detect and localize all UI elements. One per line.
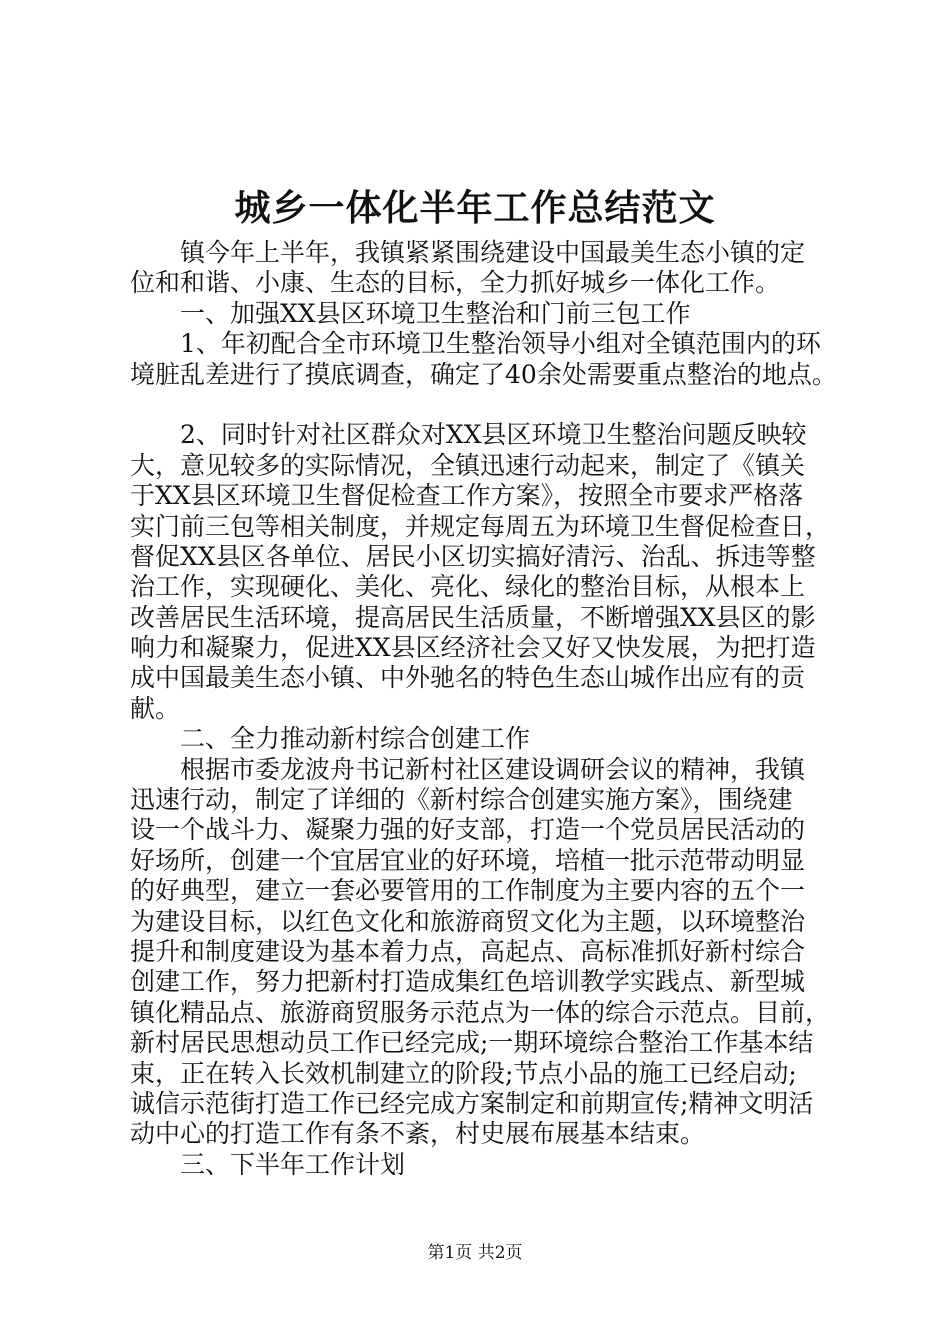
paragraph-line: 大，意见较多的实际情况，全镇迅速行动起来，制定了《镇关 <box>130 450 806 480</box>
document-body <box>130 238 850 1180</box>
paragraph-line: 根据市委龙波舟书记新村社区建设调研会议的精神，我镇 <box>180 754 806 784</box>
paragraph-line: 督促XX县区各单位、居民小区切实搞好清污、治乱、拆违等整 <box>130 541 816 571</box>
paragraph-line: 新村居民思想动员工作已经完成;一期环境综合整治工作基本结 <box>130 1028 814 1058</box>
paragraph-line: 2、同时针对社区群众对XX县区环境卫生整治问题反映较 <box>180 420 807 450</box>
paragraph-line: 为建设目标，以红色文化和旅游商贸文化为主题，以环境整治 <box>130 906 806 936</box>
paragraph-line: 的好典型，建立一套必要管用的工作制度为主要内容的五个一 <box>130 876 806 906</box>
paragraph-line: 于XX县区环境卫生督促检查工作方案》，按照全市要求严格落 <box>130 481 804 511</box>
paragraph-line: 创建工作，努力把新村打造成集红色培训教学实践点、新型城 <box>130 967 806 997</box>
paragraph-line: 献。 <box>130 693 181 723</box>
paragraph-line: 成中国最美生态小镇、中外驰名的特色生态山城作出应有的贡 <box>130 663 806 693</box>
paragraph-line: 实门前三包等相关制度，并规定每周五为环境卫生督促检查日， <box>130 511 831 541</box>
paragraph-line: 改善居民生活环境，提高居民生活质量，不断增强XX县区的影 <box>130 602 816 632</box>
paragraph-line: 设一个战斗力、凝聚力强的好支部，打造一个党员居民活动的 <box>130 815 806 845</box>
paragraph-line: 迅速行动，制定了详细的《新村综合创建实施方案》，围绕建 <box>130 785 793 815</box>
paragraph-line: 提升和制度建设为基本着力点，高起点、高标准抓好新村综合 <box>130 936 806 966</box>
document-title: 城乡一体化半年工作总结范文 <box>234 187 716 229</box>
section-heading: 一、加强XX县区环境卫生整治和门前三包工作 <box>180 298 691 328</box>
paragraph-line: 位和和谐、小康、生态的目标，全力抓好城乡一体化工作。 <box>130 268 781 298</box>
paragraph-line: 束，正在转入长效机制建立的阶段;节点小品的施工已经启动; <box>130 1058 797 1088</box>
paragraph-line: 境脏乱差进行了摸底调查，确定了40余处需要重点整治的地点。 <box>130 359 837 389</box>
blank-line <box>130 390 850 420</box>
paragraph-line: 治工作，实现硬化、美化、亮化、绿化的整治目标，从根本上 <box>130 572 806 602</box>
paragraph-line: 动中心的打造工作有条不紊，村史展布展基本结束。 <box>130 1119 706 1149</box>
paragraph-line: 镇化精品点、旅游商贸服务示范点为一体的综合示范点。目前， <box>130 997 831 1027</box>
paragraph-line: 好场所，创建一个宜居宜业的好环境，培植一批示范带动明显 <box>130 845 806 875</box>
section-heading: 二、全力推动新村综合创建工作 <box>180 724 531 754</box>
page-footer: 第1页 共2页 <box>427 1243 523 1263</box>
paragraph-line: 响力和凝聚力，促进XX县区经济社会又好又快发展，为把打造 <box>130 633 816 663</box>
paragraph-line: 镇今年上半年，我镇紧紧围绕建设中国最美生态小镇的定 <box>180 238 806 267</box>
paragraph-line: 诚信示范街打造工作已经完成方案制定和前期宣传;精神文明活 <box>130 1088 814 1118</box>
paragraph-line: 1、年初配合全市环境卫生整治领导小组对全镇范围内的环 <box>180 329 821 359</box>
section-heading: 三、下半年工作计划 <box>180 1149 406 1179</box>
